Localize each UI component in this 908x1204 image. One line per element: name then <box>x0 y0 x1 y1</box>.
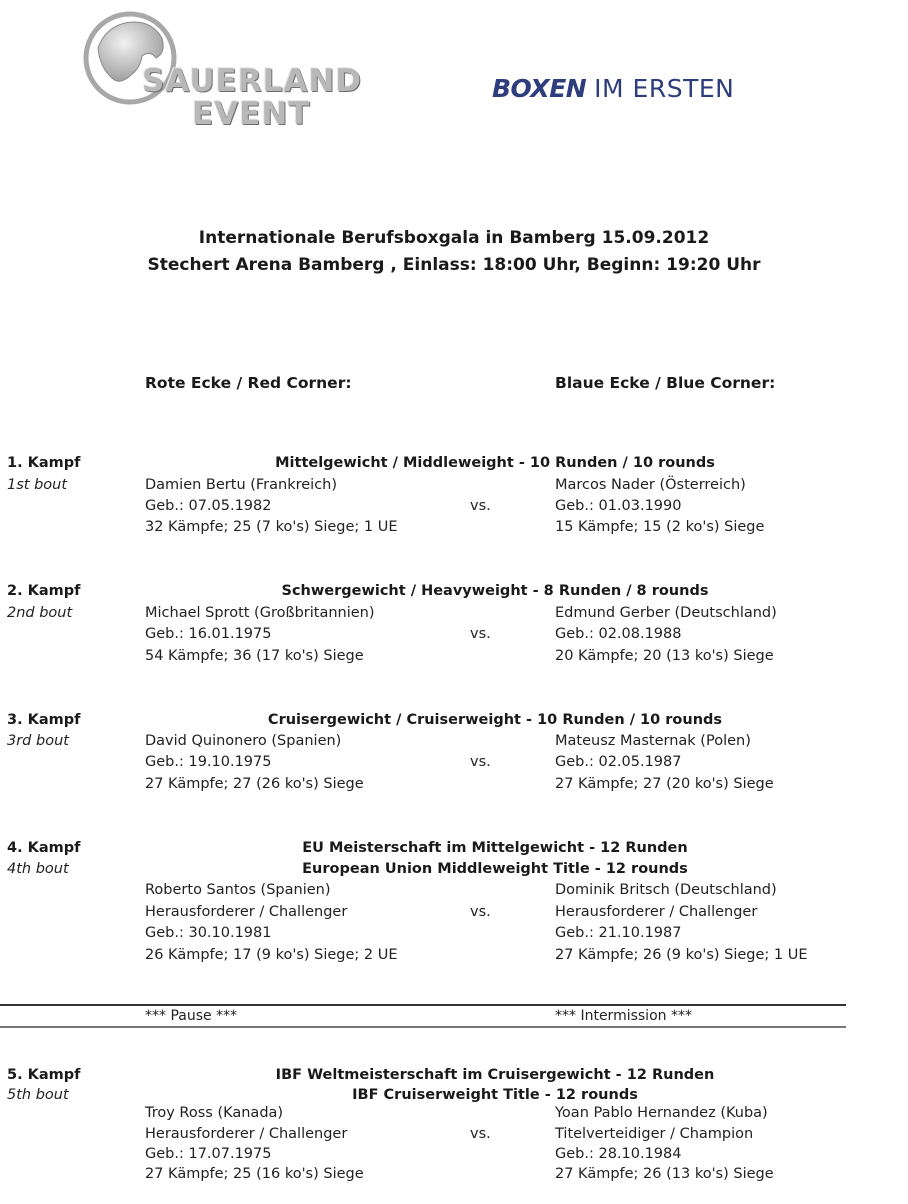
bout-number: 4. Kampf <box>7 840 81 856</box>
red-fighter-role: Herausforderer / Challenger <box>145 904 348 920</box>
weight-class: Cruisergewicht / Cruiserweight - 10 Runden / 10 rounds <box>267 712 723 728</box>
logo-im-ersten-text: IM ERSTEN <box>594 74 735 103</box>
bout-label: 4th bout <box>7 861 69 877</box>
blue-fighter-name: Dominik Britsch (Deutschland) <box>555 882 777 898</box>
event-title: Internationale Berufsboxgala in Bamberg 15.09.2012 <box>198 228 710 248</box>
bout-label: 2nd bout <box>7 605 73 621</box>
red-fighter-birth: Geb.: 19.10.1975 <box>145 754 272 770</box>
divider-top <box>0 1004 846 1006</box>
blue-fighter-birth: Geb.: 21.10.1987 <box>555 925 682 941</box>
red-fighter-name: David Quinonero (Spanien) <box>145 733 342 749</box>
sauerland-event-logo <box>80 8 370 133</box>
red-fighter-name: Damien Bertu (Frankreich) <box>145 477 338 493</box>
red-fighter-record: 27 Kämpfe; 25 (16 ko's) Siege <box>145 1166 364 1182</box>
blue-fighter-record: 27 Kämpfe; 26 (9 ko's) Siege; 1 UE <box>555 947 808 963</box>
blue-fighter-name: Edmund Gerber (Deutschland) <box>555 605 777 621</box>
title-fight-de: IBF Weltmeisterschaft im Cruisergewicht - 12 Runden <box>275 1067 715 1083</box>
bout-label: 3rd bout <box>7 733 69 749</box>
blue-fighter-record: 20 Kämpfe; 20 (13 ko's) Siege <box>555 648 774 664</box>
blue-fighter-record: 27 Kämpfe; 27 (20 ko's) Siege <box>555 776 774 792</box>
red-fighter-record: 54 Kämpfe; 36 (17 ko's) Siege <box>145 648 364 664</box>
red-fighter-record: 32 Kämpfe; 25 (7 ko's) Siege; 1 UE <box>145 519 398 535</box>
event-venue: Stechert Arena Bamberg , Einlass: 18:00 Uhr, Beginn: 19:20 Uhr <box>147 255 761 275</box>
logo-boxen-text: BOXEN <box>492 74 587 103</box>
red-fighter-name: Troy Ross (Kanada) <box>145 1105 284 1121</box>
red-fighter-birth: Geb.: 07.05.1982 <box>145 498 272 514</box>
weight-class: Mittelgewicht / Middleweight - 10 Runden / 10 rounds <box>275 455 715 471</box>
vs-label: vs. <box>470 1126 491 1142</box>
blue-fighter-name: Mateusz Masternak (Polen) <box>555 733 751 749</box>
divider-bottom <box>0 1026 846 1028</box>
blue-fighter-birth: Geb.: 02.05.1987 <box>555 754 682 770</box>
red-fighter-record: 27 Kämpfe; 27 (26 ko's) Siege <box>145 776 364 792</box>
vs-label: vs. <box>470 626 491 642</box>
logo-sauerland-text: SAUERLAND <box>142 63 363 99</box>
bout-label: 1st bout <box>7 477 68 493</box>
red-fighter-birth: Geb.: 17.07.1975 <box>145 1146 272 1162</box>
boxen-im-ersten-logo <box>492 74 734 103</box>
blue-fighter-name: Marcos Nader (Österreich) <box>555 477 746 493</box>
blue-fighter-birth: Geb.: 02.08.1988 <box>555 626 682 642</box>
red-corner-heading: Rote Ecke / Red Corner: <box>145 374 352 392</box>
intermission-label: *** Intermission *** <box>555 1008 692 1024</box>
weight-class: Schwergewicht / Heavyweight - 8 Runden / 8 rounds <box>281 583 709 599</box>
vs-label: vs. <box>470 754 491 770</box>
bout-number: 2. Kampf <box>7 583 81 599</box>
red-fighter-birth: Geb.: 30.10.1981 <box>145 925 272 941</box>
red-fighter-record: 26 Kämpfe; 17 (9 ko's) Siege; 2 UE <box>145 947 398 963</box>
blue-fighter-record: 27 Kämpfe; 26 (13 ko's) Siege <box>555 1166 774 1182</box>
blue-fighter-record: 15 Kämpfe; 15 (2 ko's) Siege <box>555 519 765 535</box>
vs-label: vs. <box>470 904 491 920</box>
bout-number: 3. Kampf <box>7 712 81 728</box>
blue-fighter-name: Yoan Pablo Hernandez (Kuba) <box>555 1105 768 1121</box>
bout-number: 5. Kampf <box>7 1067 81 1083</box>
red-fighter-role: Herausforderer / Challenger <box>145 1126 348 1142</box>
title-fight-en: IBF Cruiserweight Title - 12 rounds <box>352 1087 638 1103</box>
blue-corner-heading: Blaue Ecke / Blue Corner: <box>555 374 776 392</box>
title-fight-en: European Union Middleweight Title - 12 rounds <box>302 861 688 877</box>
blue-fighter-role: Herausforderer / Challenger <box>555 904 758 920</box>
title-fight-de: EU Meisterschaft im Mittelgewicht - 12 Runden <box>302 840 688 856</box>
bout-label: 5th bout <box>7 1087 69 1103</box>
red-fighter-name: Roberto Santos (Spanien) <box>145 882 331 898</box>
pause-label: *** Pause *** <box>145 1008 238 1024</box>
vs-label: vs. <box>470 498 491 514</box>
blue-fighter-birth: Geb.: 28.10.1984 <box>555 1146 682 1162</box>
logo-event-text: EVENT <box>192 96 311 132</box>
red-fighter-birth: Geb.: 16.01.1975 <box>145 626 272 642</box>
bout-number: 1. Kampf <box>7 455 81 471</box>
blue-fighter-role: Titelverteidiger / Champion <box>555 1126 754 1142</box>
red-fighter-name: Michael Sprott (Großbritannien) <box>145 605 375 621</box>
blue-fighter-birth: Geb.: 01.03.1990 <box>555 498 682 514</box>
